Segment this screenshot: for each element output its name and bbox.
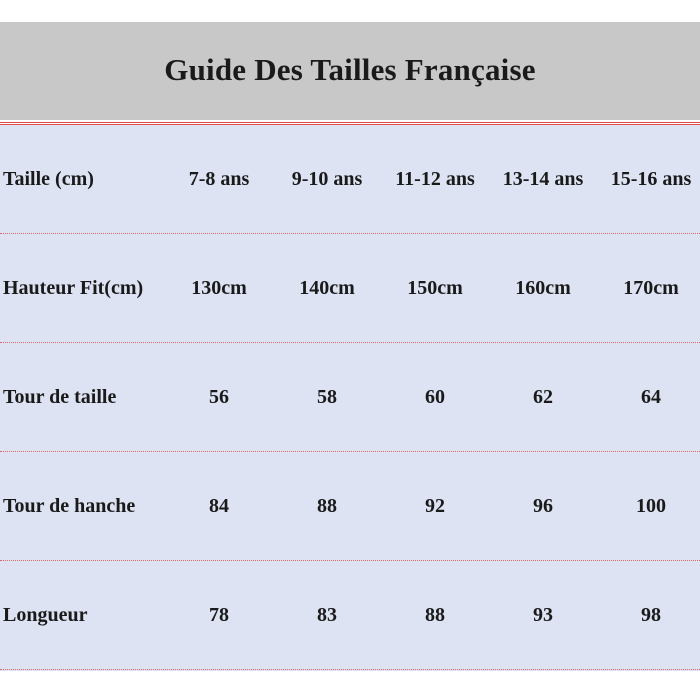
table-cell: 11-12 ans — [395, 168, 475, 190]
table-cell: 60 — [425, 386, 445, 408]
table-cell: 88 — [317, 495, 337, 517]
row-label: Tour de taille — [3, 386, 117, 408]
row-label: Hauteur Fit(cm) — [3, 277, 144, 299]
table-cell: 15-16 ans — [610, 168, 692, 190]
table-cell: 100 — [636, 495, 666, 517]
table-cell: 78 — [209, 604, 229, 626]
table-cell: 7-8 ans — [188, 168, 250, 190]
table-cell: 88 — [425, 604, 445, 626]
table-cell: 160cm — [515, 277, 571, 299]
table-cell: 56 — [209, 386, 229, 408]
table-cell: 140cm — [299, 277, 355, 299]
size-guide-sheet — [0, 22, 700, 671]
table-cell: 9-10 ans — [291, 168, 363, 190]
title-bar — [0, 22, 700, 120]
table-cell: 170cm — [623, 277, 679, 299]
table-row-tour-de-taille — [0, 343, 700, 452]
header-divider-top — [0, 122, 700, 123]
row-label: Tour de hanche — [3, 495, 136, 517]
table-cell: 130cm — [191, 277, 247, 299]
table-cell: 93 — [533, 604, 553, 626]
table-cell: 98 — [641, 604, 661, 626]
table-row-hauteur — [0, 234, 700, 343]
table-cell: 58 — [317, 386, 337, 408]
table-cell: 96 — [533, 495, 553, 517]
table-cell: 62 — [533, 386, 553, 408]
table-cell: 64 — [641, 386, 661, 408]
row-label: Taille (cm) — [3, 168, 94, 190]
table-cell: 13-14 ans — [502, 168, 584, 190]
table-cell: 92 — [425, 495, 445, 517]
row-label: Longueur — [3, 604, 88, 626]
table-row-tour-de-hanche — [0, 452, 700, 561]
size-guide-title: Guide Des Tailles Française — [164, 52, 536, 87]
size-table — [0, 125, 700, 671]
table-row-longueur — [0, 561, 700, 670]
row-divider — [0, 669, 700, 670]
table-cell: 84 — [209, 495, 229, 517]
table-row-taille — [0, 125, 700, 234]
table-cell: 150cm — [407, 277, 463, 299]
table-cell: 83 — [317, 604, 337, 626]
